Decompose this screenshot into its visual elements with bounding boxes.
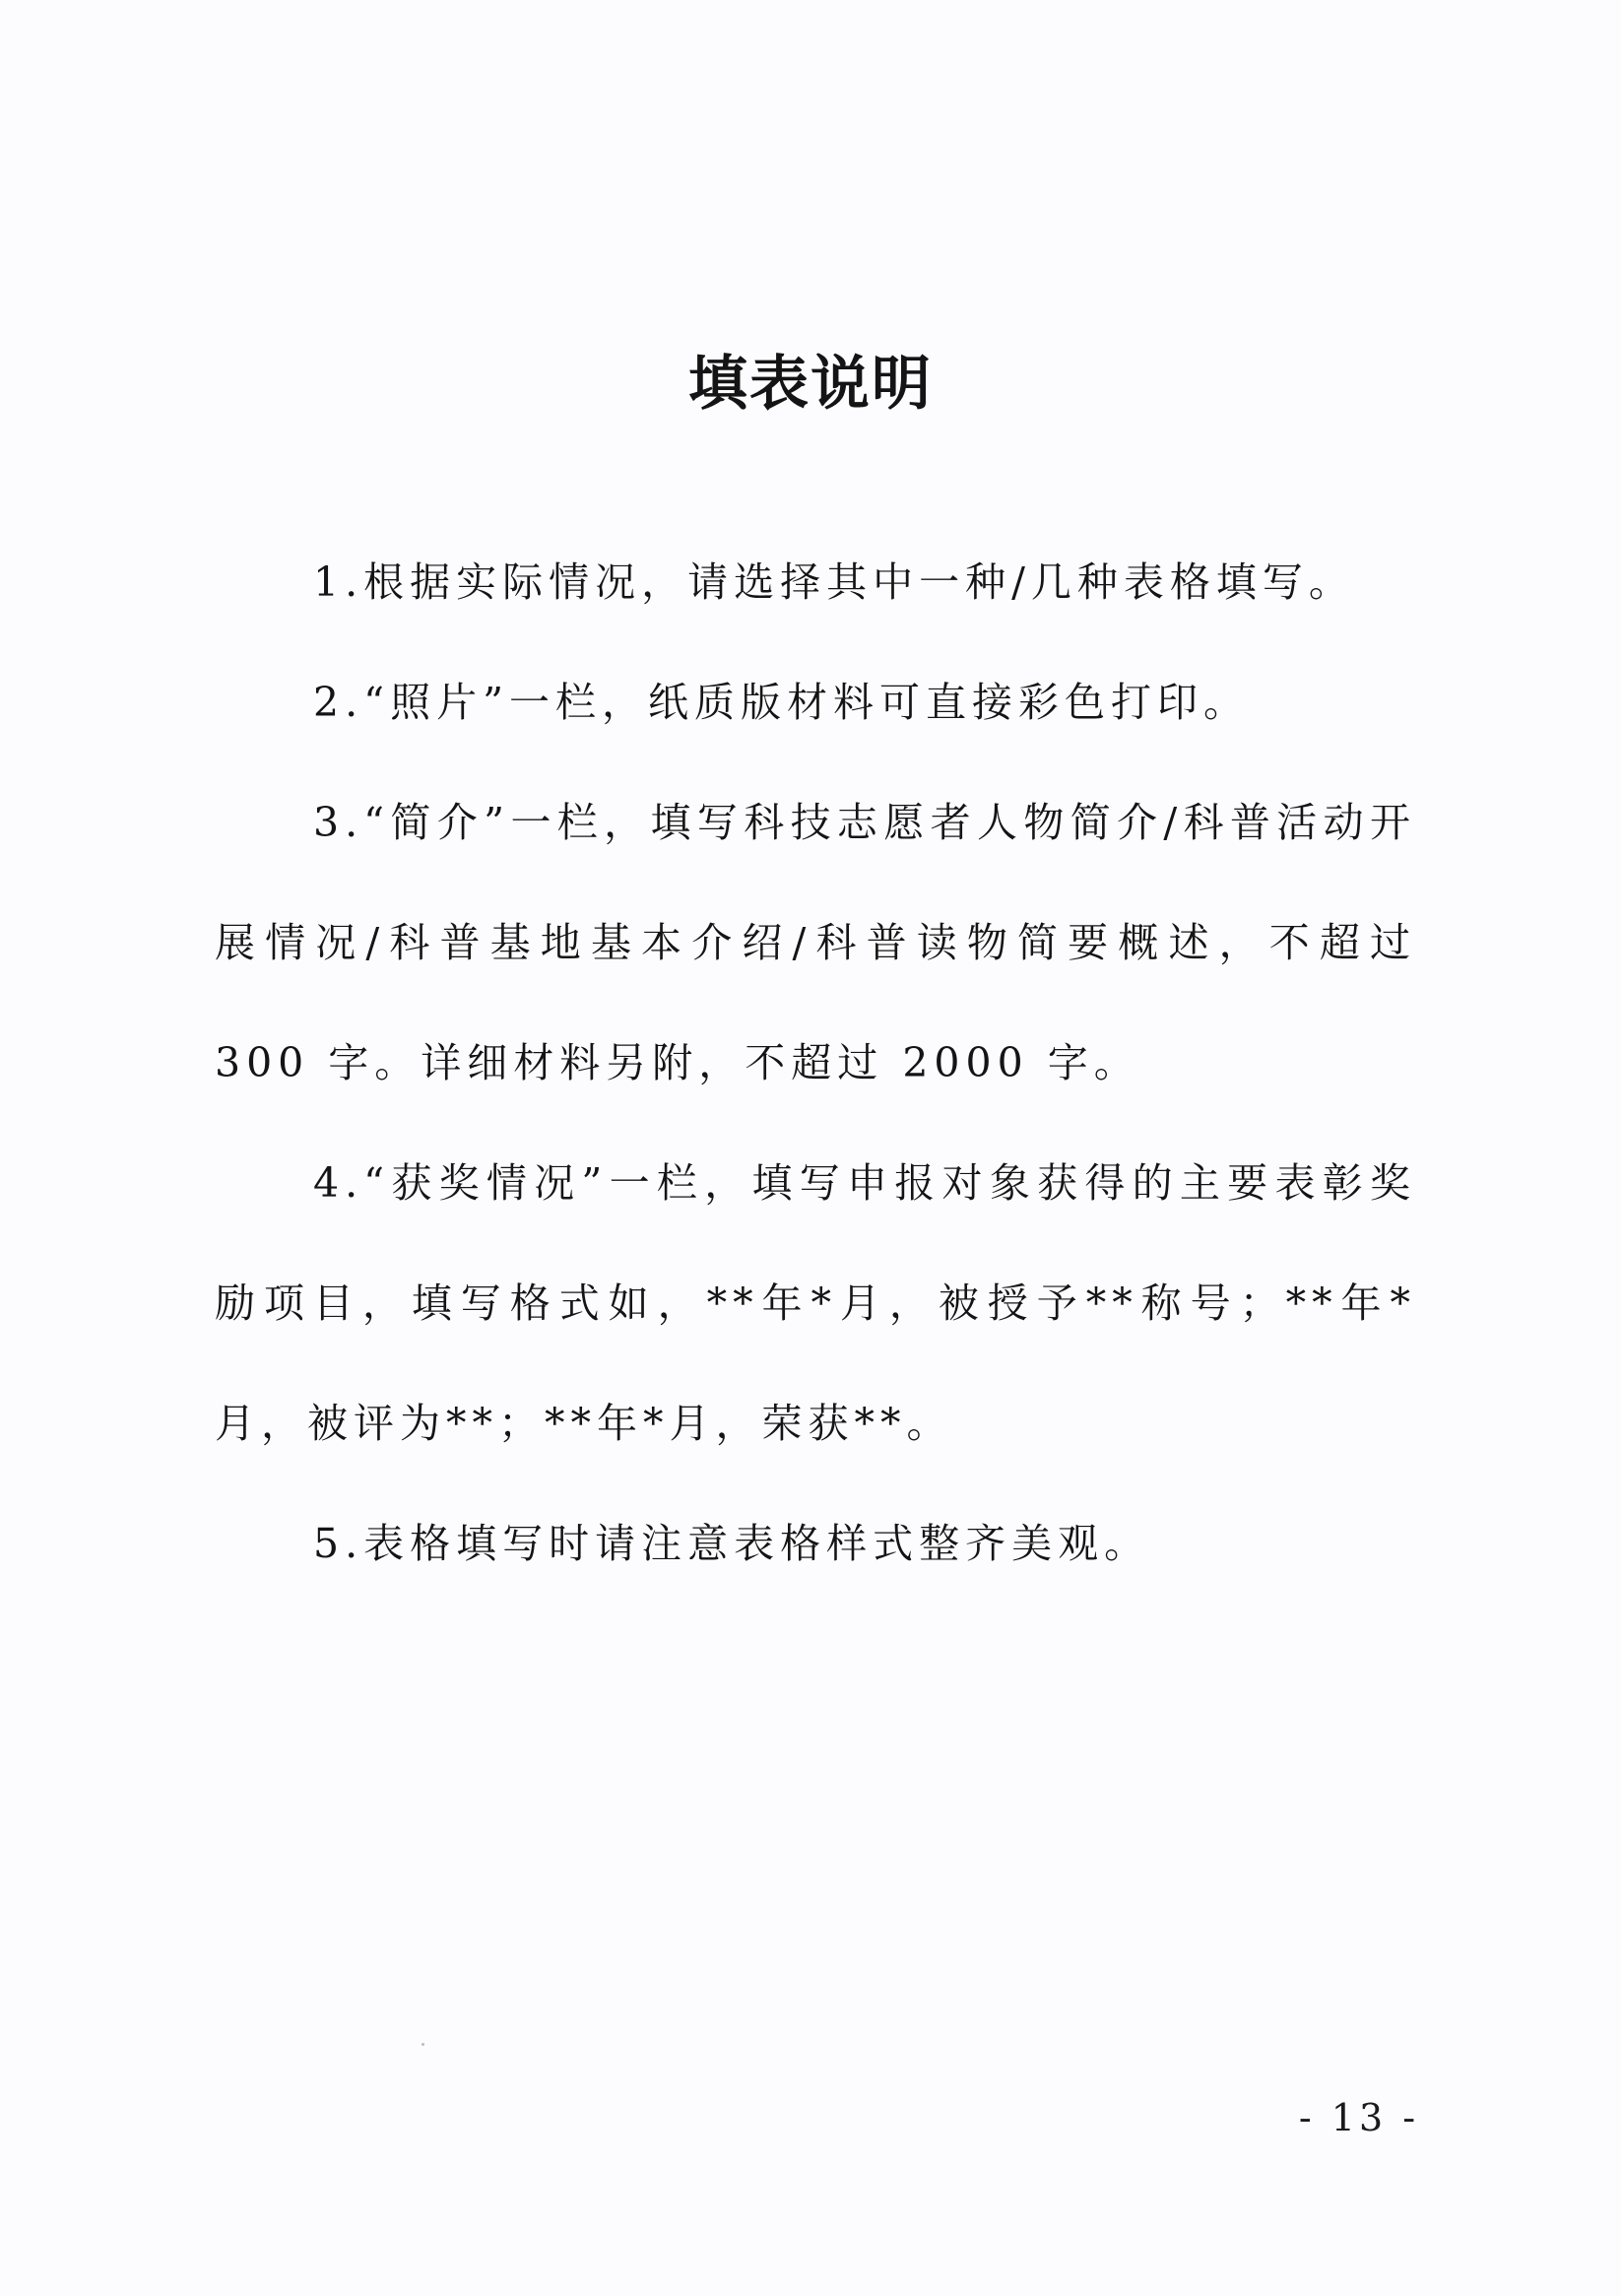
- instruction-paragraph-5: 5.表格填写时请注意表格样式整齐美观。: [313, 1520, 1151, 1567]
- scan-artifact: [421, 2043, 424, 2046]
- instruction-paragraph-2: 2.“照片”一栏，纸质版材料可直接彩色打印。: [313, 679, 1251, 726]
- page-number: - 13 -: [1298, 2096, 1420, 2139]
- page-title: 填表说明: [688, 350, 933, 419]
- instruction-paragraph-4: 4.“获奖情况”一栏，填写申报对象获得的主要表彰奖励项目，填写格式如，**年*月，被授予**称号；**年*月，被评为**；**年*月，荣获**。: [215, 1159, 1416, 1447]
- instruction-paragraph-3: 3.“简介”一栏，填写科技志愿者人物简介/科普活动开展情况/科普基地基本介绍/科普读物简要概述，不超过 300 字。详细材料另附，不超过 2000 字。: [215, 799, 1416, 1086]
- instruction-paragraph-1: 1.根据实际情况，请选择其中一种/几种表格填写。: [313, 558, 1355, 606]
- instructions-body: [215, 522, 1416, 1604]
